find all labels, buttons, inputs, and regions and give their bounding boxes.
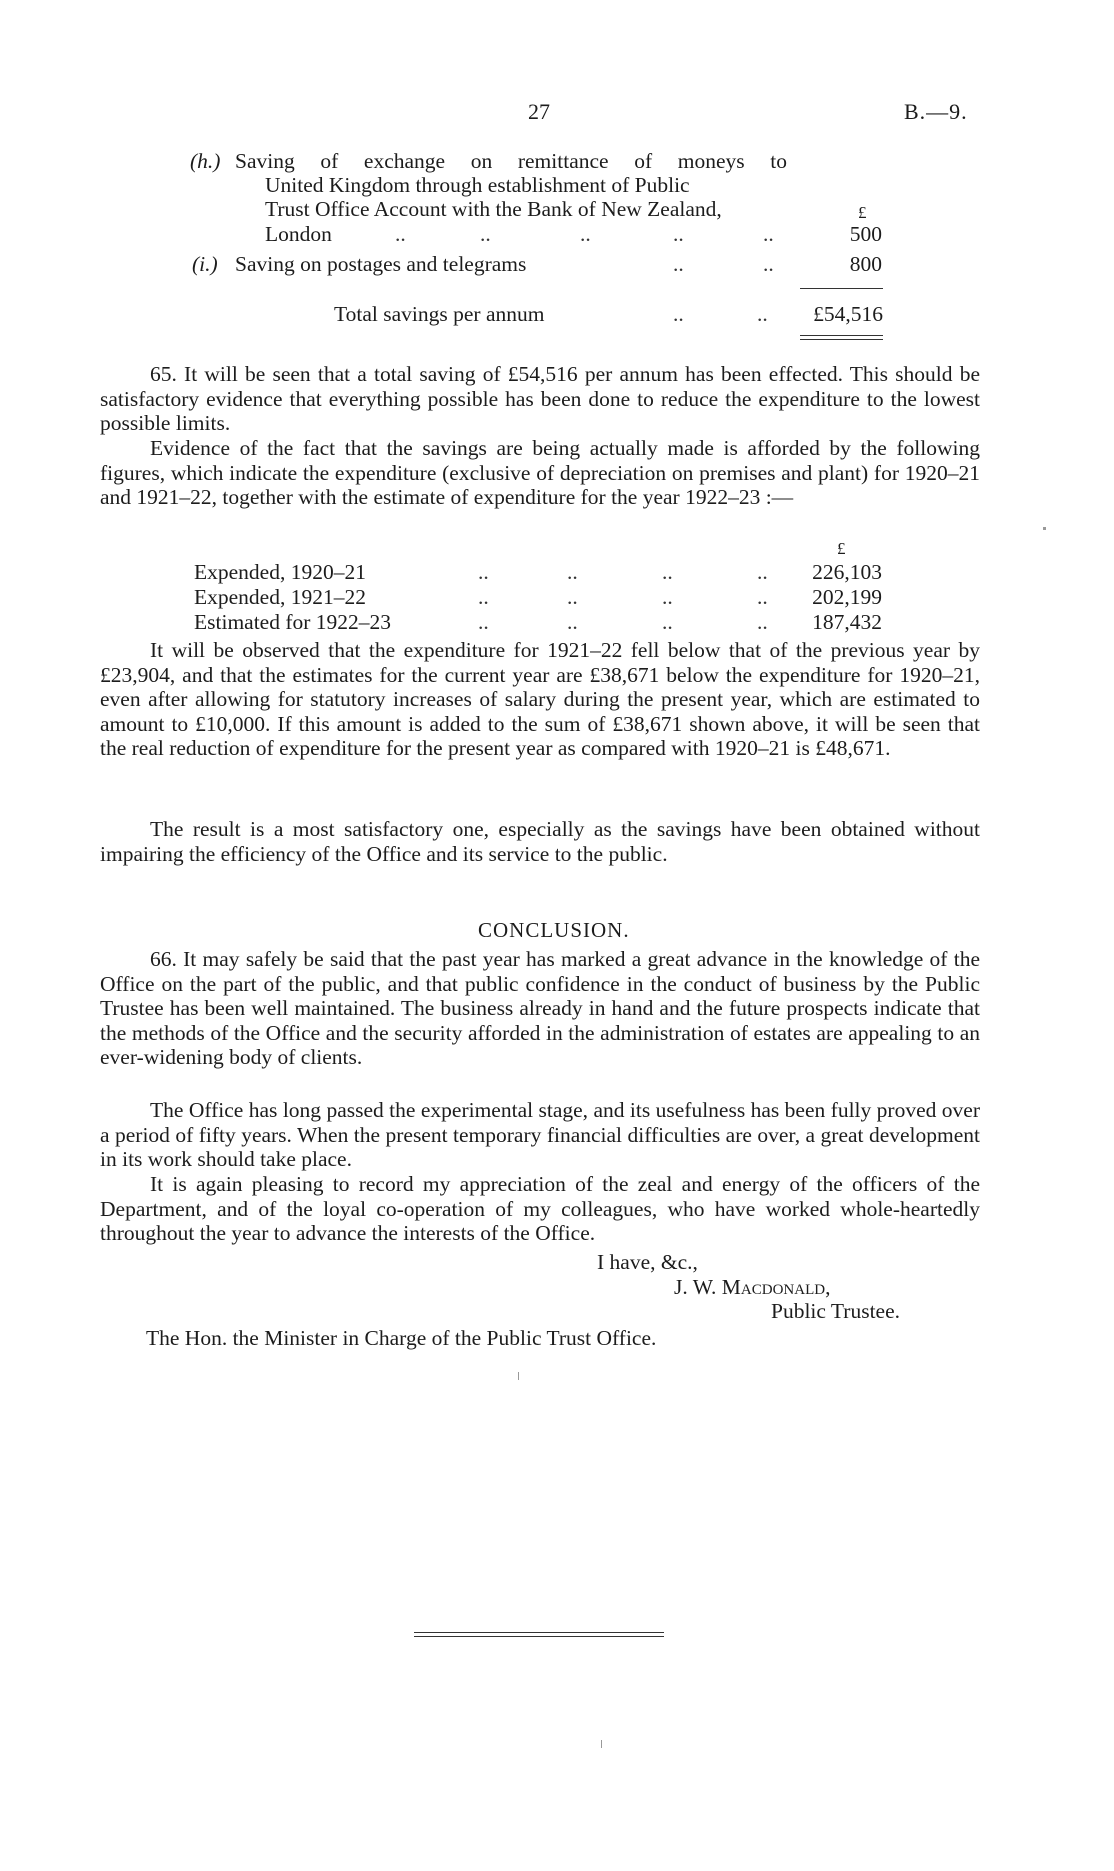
scan-speck bbox=[518, 1372, 519, 1380]
addressee: The Hon. the Minister in Charge of the Public Trust Office. bbox=[146, 1326, 657, 1350]
leader-dots: .. bbox=[567, 560, 578, 584]
item-i-value: 800 bbox=[849, 252, 882, 276]
table-row-label: Expended, 1921–22 bbox=[194, 585, 366, 609]
signature-closing: I have, &c., bbox=[597, 1250, 698, 1274]
paragraph-result: The result is a most satisfactory one, especially as the savings have been obtained without impairing the efficiency of the Office and its service to the public. bbox=[100, 817, 980, 866]
page-number: 27 bbox=[528, 99, 550, 124]
total-value: £54,516 bbox=[813, 302, 883, 326]
leader-dots: .. bbox=[673, 302, 684, 326]
leader-dots: .. bbox=[757, 585, 768, 609]
leader-dots: .. bbox=[757, 560, 768, 584]
total-double-rule bbox=[800, 335, 883, 340]
table-row-value: 202,199 bbox=[812, 585, 882, 609]
leader-dots: .. bbox=[395, 222, 406, 246]
item-h-value: 500 bbox=[849, 222, 882, 246]
leader-dots: .. bbox=[673, 252, 684, 276]
leader-dots: .. bbox=[478, 610, 489, 634]
conclusion-heading: CONCLUSION. bbox=[478, 918, 630, 942]
leader-dots: .. bbox=[763, 222, 774, 246]
closing-double-rule bbox=[414, 1632, 664, 1637]
total-label: Total savings per annum bbox=[334, 302, 545, 326]
scan-speck bbox=[601, 1740, 602, 1748]
leader-dots: .. bbox=[567, 610, 578, 634]
item-h-line-4: London bbox=[265, 222, 332, 246]
paragraph-66: 66. It may safely be said that the past year has marked a great advance in the knowledge of the Office on the part of the public, and that public confidence in the conduct of business by the Public Trustee has been well maintained. The business already in hand and the future prospects indicate that the methods of the Office and the security afforded in the administration of estates are appealing to an ever-widening body of clients. bbox=[100, 947, 980, 1069]
leader-dots: .. bbox=[478, 560, 489, 584]
table-row-value: 226,103 bbox=[812, 560, 882, 584]
paragraph-observed: It will be observed that the expenditure for 1921–22 fell below that of the previous year by £23,904, and that the estimates for the current year are £38,671 below the expenditure for 1920–21, even after allowing for statutory increases of salary during the present year, which are estimated to amount to £10,000. If this amount is added to the sum of £38,671 shown above, it will be seen that the real reduction of expenditure for the present year as compared with 1920–21 is £48,671. bbox=[100, 638, 980, 760]
table-row-value: 187,432 bbox=[812, 610, 882, 634]
item-i-label: (i.) bbox=[192, 252, 218, 276]
item-i-text: Saving on postages and telegrams bbox=[235, 252, 527, 276]
signature-title: Public Trustee. bbox=[771, 1299, 901, 1323]
leader-dots: .. bbox=[662, 610, 673, 634]
table-row-label: Expended, 1920–21 bbox=[194, 560, 366, 584]
table-currency: £ bbox=[837, 539, 846, 558]
leader-dots: .. bbox=[763, 252, 774, 276]
paragraph-65: 65. It will be seen that a total saving of £54,516 per annum has been effected. This should be satisfactory evidence that everything possible has been done to reduce the expenditure to the lowest possible limits. bbox=[100, 362, 980, 435]
leader-dots: .. bbox=[580, 222, 591, 246]
signature-name: J. W. Macdonald, bbox=[674, 1275, 831, 1299]
leader-dots: .. bbox=[478, 585, 489, 609]
leader-dots: .. bbox=[757, 302, 768, 326]
paragraph-evidence: Evidence of the fact that the savings are being actually made is afforded by the following figures, which indicate the expenditure (exclusive of depreciation on premises and plant) for 1920–21 and 1921–22, together with the estimate of expenditure for the year 1922–23 :— bbox=[100, 436, 980, 509]
item-h-label: (h.) bbox=[190, 149, 221, 173]
item-h-line-2: United Kingdom through establishment of Public bbox=[265, 173, 690, 197]
paragraph-experimental: The Office has long passed the experimental stage, and its usefulness has been fully proved over a period of fifty years. When the present temporary financial difficulties are over, a great development in its work should take place. bbox=[100, 1098, 980, 1171]
item-h-currency: £ bbox=[858, 203, 867, 222]
item-h-line-3: Trust Office Account with the Bank of New Zealand, bbox=[265, 197, 722, 221]
leader-dots: .. bbox=[662, 560, 673, 584]
item-h-line-1: Saving of exchange on remittance of moneys to bbox=[235, 149, 787, 173]
document-reference: B.—9. bbox=[904, 99, 968, 124]
leader-dots: .. bbox=[567, 585, 578, 609]
scan-speck bbox=[1043, 527, 1046, 530]
sum-rule bbox=[800, 288, 883, 289]
table-row-label: Estimated for 1922–23 bbox=[194, 610, 392, 634]
leader-dots: .. bbox=[757, 610, 768, 634]
leader-dots: .. bbox=[673, 222, 684, 246]
leader-dots: .. bbox=[480, 222, 491, 246]
leader-dots: .. bbox=[662, 585, 673, 609]
paragraph-appreciation: It is again pleasing to record my appreciation of the zeal and energy of the officers of the Department, and of the loyal co-operation of my colleagues, who have worked whole-heartedly throughout the year to advance the interests of the Office. bbox=[100, 1172, 980, 1245]
